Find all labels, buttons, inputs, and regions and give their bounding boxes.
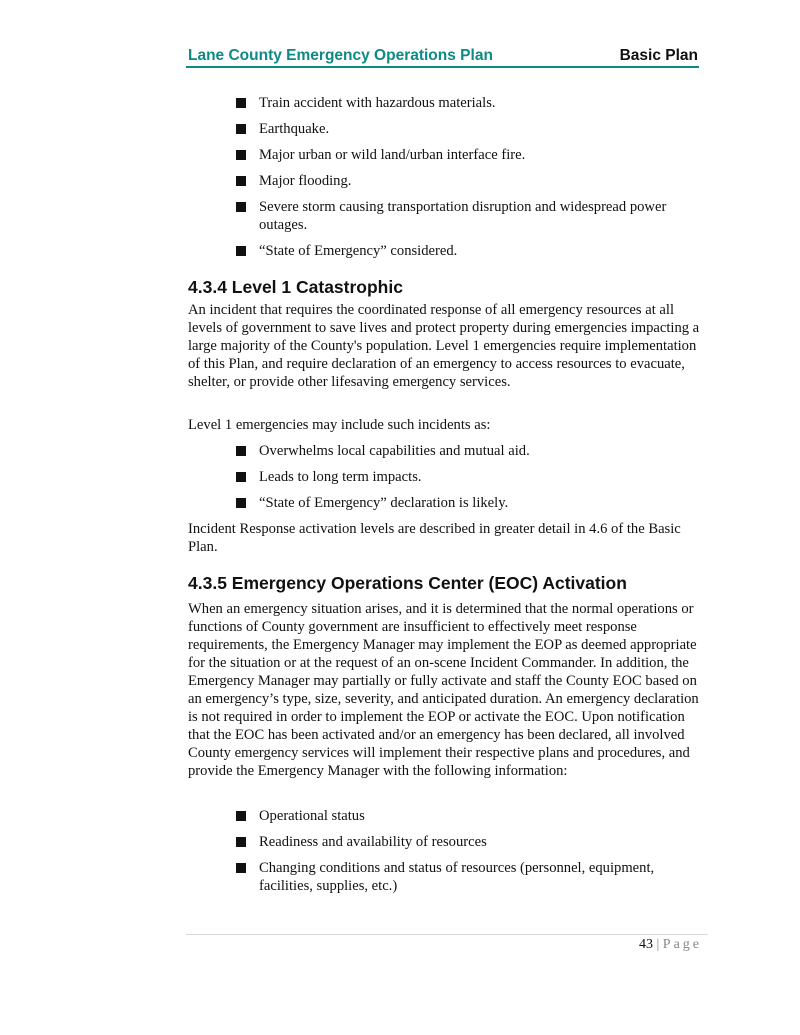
header-title: Lane County Emergency Operations Plan bbox=[188, 47, 493, 64]
bullet-icon bbox=[236, 246, 246, 256]
page-label: Page bbox=[662, 937, 702, 952]
bullet-icon bbox=[236, 124, 246, 134]
header-section: Basic Plan bbox=[619, 47, 698, 64]
list-item: Operational status bbox=[259, 808, 365, 824]
list-item: Major urban or wild land/urban interface fire. bbox=[259, 147, 526, 163]
list-item: “State of Emergency” declaration is likely. bbox=[259, 495, 509, 511]
bullet-icon bbox=[236, 446, 246, 456]
list-item: Severe storm causing transportation disruption and widespread power outages. bbox=[259, 199, 667, 233]
bullet-icon bbox=[236, 811, 246, 821]
bullet-icon bbox=[236, 498, 246, 508]
bullet-icon bbox=[236, 98, 246, 108]
list-item: Changing conditions and status of resources (personnel, equipment, facilities, supplies, etc.) bbox=[259, 860, 655, 894]
bullet-icon bbox=[236, 150, 246, 160]
paragraph: When an emergency situation arises, and it is determined that the normal operations or functions of County government are insufficient to effectively meet response requirements, the Emergency Manager may implement the EOP as deemed appropriate for the situation or at the request of an on-scene Incident Commander. In addition, the Emergency Manager may partially or fully activate and staff the County EOC based on an emergency’s type, size, severity, and anticipated duration. An emergency declaration is not required in order to implement the EOP or activate the EOC. Upon notification that the EOC has been activated and/or an emergency has been declared, all involved County emergency services will implement their respective plans and procedures, and provide the Emergency Manager with the following information: bbox=[188, 601, 699, 779]
list-item: Overwhelms local capabilities and mutual aid. bbox=[259, 443, 530, 459]
header-rule bbox=[186, 66, 699, 68]
list-item: Major flooding. bbox=[259, 173, 352, 189]
bullet-icon bbox=[236, 202, 246, 212]
bullet-icon bbox=[236, 472, 246, 482]
paragraph: An incident that requires the coordinated response of all emergency resources at all levels of government to save lives and protect property during emergencies impacting a large majority of the County's population. Level 1 emergencies require implementation of this Plan, and require declaration of an emergency to access resources to evacuate, shelter, or provide other lifesaving emergency services. bbox=[188, 302, 700, 390]
bullet-icon bbox=[236, 863, 246, 873]
list-item: “State of Emergency” considered. bbox=[259, 243, 458, 259]
paragraph: Incident Response activation levels are described in greater detail in 4.6 of the Basic Plan. bbox=[188, 521, 681, 555]
list-item: Earthquake. bbox=[259, 121, 330, 137]
section-heading: 4.3.5 Emergency Operations Center (EOC) Activation bbox=[188, 573, 627, 593]
bullet-icon bbox=[236, 837, 246, 847]
list-item: Leads to long term impacts. bbox=[259, 469, 422, 485]
paragraph: Level 1 emergencies may include such incidents as: bbox=[188, 417, 491, 433]
bullet-icon bbox=[236, 176, 246, 186]
page-footer bbox=[639, 937, 702, 953]
list-item: Readiness and availability of resources bbox=[259, 834, 487, 850]
footer-separator: | bbox=[656, 937, 660, 952]
page-number: 43 bbox=[638, 937, 653, 952]
footer-rule bbox=[186, 934, 708, 935]
section-heading: 4.3.4 Level 1 Catastrophic bbox=[188, 277, 403, 297]
list-item: Train accident with hazardous materials. bbox=[259, 95, 496, 111]
